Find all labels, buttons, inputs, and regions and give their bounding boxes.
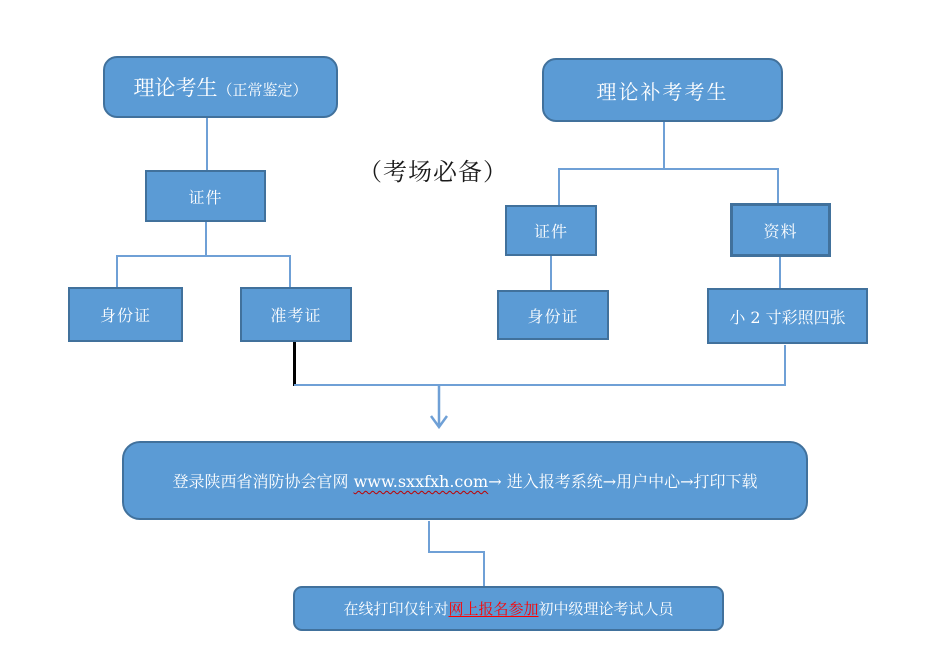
node-id-card-left xyxy=(68,287,183,342)
photos-label: 小 2 寸彩照四张 xyxy=(729,307,846,327)
theory-candidates-title: 理论考生 xyxy=(133,76,218,100)
print-note-part1: 在线打印仅针对 xyxy=(343,600,449,618)
print-note-part2: 初中级理论考试人员 xyxy=(538,600,674,618)
connector-login-step-h xyxy=(428,551,485,553)
theory-candidates-subtitle: （正常鉴定） xyxy=(217,81,308,99)
official-website-url: www.sxxfxh.com xyxy=(353,472,489,491)
node-documents-right xyxy=(505,205,597,256)
login-instructions-steps: → 进入报考系统→用户中心→打印下载 xyxy=(488,472,758,491)
id-card-left-label: 身份证 xyxy=(99,306,151,325)
down-arrow-icon xyxy=(428,386,450,432)
node-login-instructions xyxy=(122,441,808,520)
connector-to-id-left xyxy=(116,255,118,288)
login-instructions-prefix: 登录陕西省消防协会官网 xyxy=(172,472,354,491)
exam-essentials-label: （考场必备） xyxy=(358,158,508,186)
connector-docs-left-branch xyxy=(116,255,291,257)
node-materials xyxy=(730,203,831,257)
connector-to-admission xyxy=(289,255,291,288)
makeup-candidates-label: 理论补考考生 xyxy=(596,79,729,104)
node-photos xyxy=(707,288,868,344)
node-makeup-candidates xyxy=(542,58,783,122)
print-note-highlight: 网上报名参加 xyxy=(448,600,539,618)
connector-makeup-branch xyxy=(558,168,779,170)
id-card-right-label: 身份证 xyxy=(527,306,579,326)
documents-right-label: 证件 xyxy=(533,222,568,241)
node-print-note xyxy=(293,586,724,631)
admission-ticket-label: 准考证 xyxy=(270,306,322,325)
materials-label: 资料 xyxy=(763,221,798,241)
connector-admission-down-black xyxy=(293,342,296,386)
node-id-card-right xyxy=(497,290,609,340)
connector-docs-right-to-id xyxy=(550,256,552,291)
connector-login-step-v2 xyxy=(483,551,485,587)
connector-docs-left-stem xyxy=(205,222,207,256)
connector-makeup-stem xyxy=(663,122,665,169)
node-admission-ticket xyxy=(240,287,352,342)
documents-left-label: 证件 xyxy=(188,187,223,207)
connector-normal-to-docs xyxy=(206,118,208,170)
node-documents-left xyxy=(145,170,266,222)
connector-photos-down xyxy=(784,345,786,386)
connector-to-docs-right xyxy=(558,168,560,206)
node-theory-candidates xyxy=(103,56,338,118)
connector-to-materials xyxy=(777,168,779,204)
connector-materials-to-photos xyxy=(779,257,781,289)
connector-login-step-v1 xyxy=(428,521,430,552)
connector-merge-horizontal xyxy=(294,384,786,386)
